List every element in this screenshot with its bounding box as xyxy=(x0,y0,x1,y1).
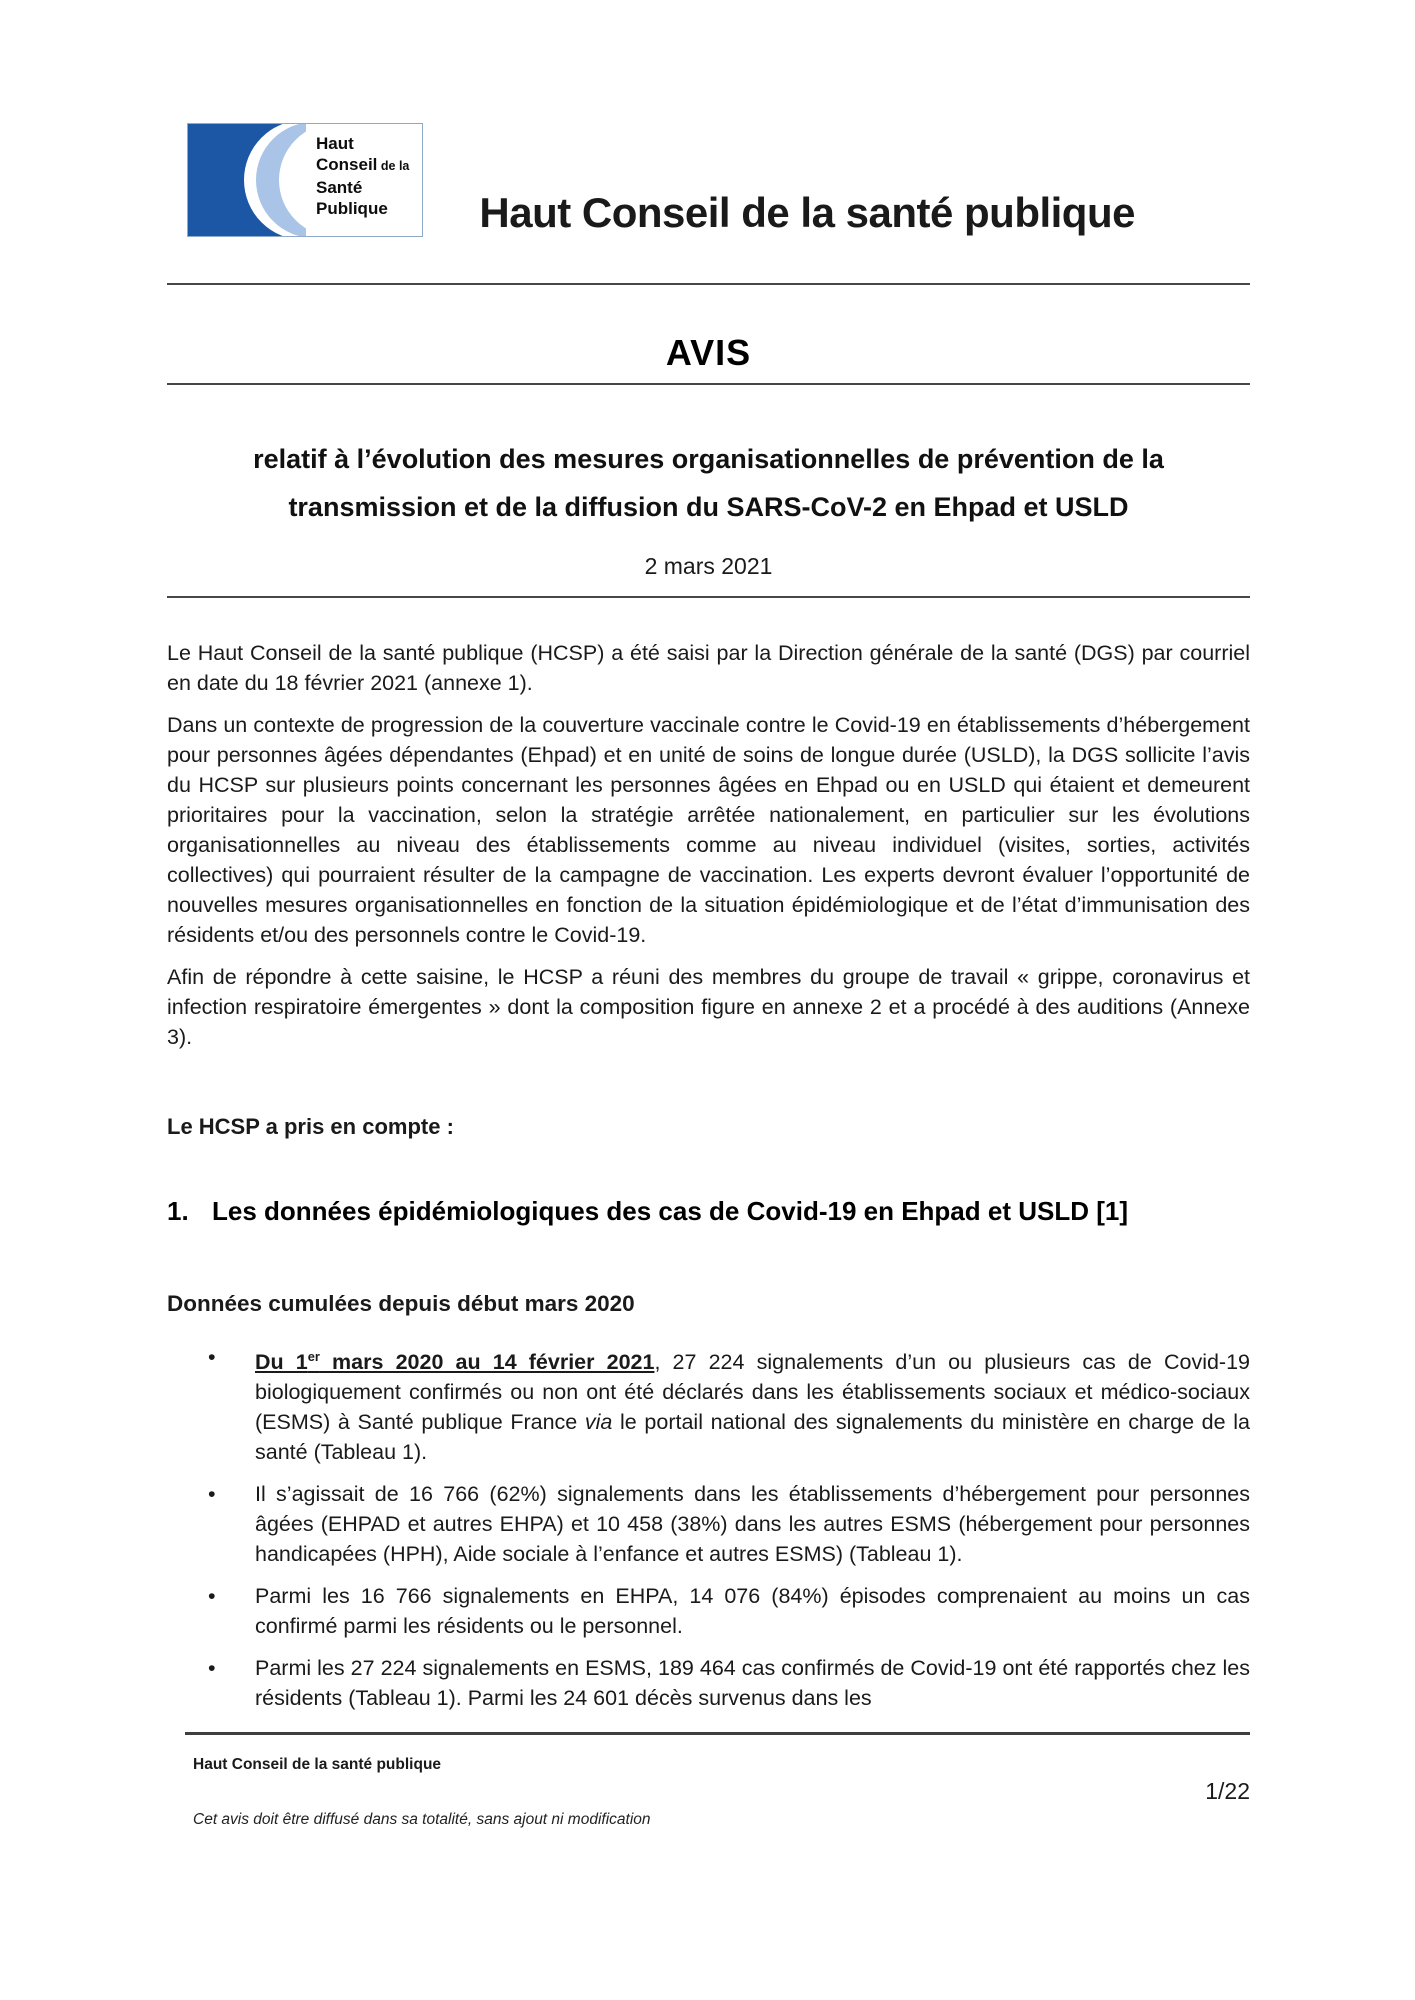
logo-line-publique: Publique xyxy=(316,199,388,218)
header-divider xyxy=(167,283,1250,285)
section-1-heading xyxy=(167,1196,1250,1227)
subject-title-line-1: relatif à l’évolution des mesures organisationnelles de prévention de la xyxy=(253,444,1164,474)
document-footer xyxy=(167,1732,1250,1829)
bullet-marker-icon: • xyxy=(208,1482,216,1507)
hcsp-logo xyxy=(187,123,423,237)
bullet-marker-icon: • xyxy=(208,1584,216,1609)
footer-divider xyxy=(185,1732,1250,1735)
paragraph-contexte: Dans un contexte de progression de la couverture vaccinale contre le Covid-19 en établissements d’hébergement pour personnes âgées dépendantes (Ehpad) et en unité de soins de longue durée (USLD), la DGS sollicite l’avis du HCSP sur plusieurs points concernant les personnes âgées en Ehpad ou en USLD qui étaient et demeurent prioritaires pour la vaccination, selon la stratégie arrêtée nationalement, en particulier sur les évolutions organisationnelles au niveau des établissements comme au niveau individuel (visites, sorties, activités collectives) qui pourraient résulter de la campagne de vaccination. Les experts devront évaluer l’opportunité de nouvelles mesures organisationnelles en fonction de la situation épidémiologique et de l’état d’immunisation des résidents et/ou des personnels contre le Covid-19. xyxy=(167,713,1250,947)
section-1-subheading: Données cumulées depuis début mars 2020 xyxy=(167,1291,635,1316)
page-number: 1/22 xyxy=(1205,1778,1250,1805)
bullet-list xyxy=(167,1342,1250,1713)
pris-en-compte-heading: Le HCSP a pris en compte : xyxy=(167,1114,454,1139)
bullet-1-lead: Du 1er mars 2020 au 14 février 2021 xyxy=(255,1349,655,1375)
date-divider xyxy=(167,596,1250,598)
logo-line-conseil: Conseil de la xyxy=(316,155,410,174)
bullet-item-cas-confirmes xyxy=(167,1653,1250,1713)
avis-divider xyxy=(167,383,1250,385)
subject-title-line-2: transmission et de la diffusion du SARS-CoV-2 en Ehpad et USLD xyxy=(288,492,1129,522)
bullet-item-repartition xyxy=(167,1479,1250,1569)
logo-line-sante: Santé xyxy=(316,178,363,197)
bullet-text: Parmi les 27 224 signalements en ESMS, 189 464 cas confirmés de Covid-19 ont été rapportés chez les résidents (Tableau 1). Parmi les 24 601 décès survenus dans les xyxy=(255,1656,1250,1711)
bullet-text: Il s’agissait de 16 766 (62%) signalements dans les établissements d’hébergement pour personnes âgées (EHPAD et autres EHPA) et 10 458 (38%) dans les autres ESMS (hébergement pour personnes handicapées (HPH), Aide sociale à l’enfance et autres ESMS) (Tableau 1). xyxy=(255,1482,1250,1567)
page-title: Haut Conseil de la santé publique xyxy=(479,189,1135,236)
bullet-marker-icon: • xyxy=(208,1345,216,1369)
section-1-title: Les données épidémiologiques des cas de Covid-19 en Ehpad et USLD [1] xyxy=(212,1196,1128,1226)
footer-note: Cet avis doit être diffusé dans sa totalité, sans ajout ni modification xyxy=(193,1811,651,1829)
bullet-item-signalements xyxy=(167,1342,1250,1467)
document-date: 2 mars 2021 xyxy=(644,553,773,579)
subject-title xyxy=(167,435,1250,531)
via-italic: via xyxy=(584,1410,613,1435)
paragraph-saisine: Le Haut Conseil de la santé publique (HCSP) a été saisi par la Direction générale de la santé (DGS) par courriel en date du 18 février 2021 (annexe 1). xyxy=(167,641,1250,695)
bullet-marker-icon: • xyxy=(208,1656,216,1681)
ordinal-superscript: er xyxy=(307,1349,320,1364)
paragraph-reponse: Afin de répondre à cette saisine, le HCSP a réuni des membres du groupe de travail « grippe, coronavirus et infection respiratoire émergentes » dont la composition figure en annexe 2 et a procédé à des auditions (Annexe 3). xyxy=(167,965,1250,1049)
avis-heading: AVIS xyxy=(665,332,752,373)
bullet-text: Du 1er mars 2020 au 14 février 2021, 27 224 signalements d’un ou plusieurs cas de Covid-19 biologiquement confirmés ou non ont été déclarés dans les établissements sociaux et médico-sociaux (ESMS) à Santé publique France via le portail national des signalements du ministère en charge de la santé (Tableau 1). xyxy=(255,1349,1251,1465)
document-header xyxy=(167,123,1250,237)
logo-line-haut: Haut xyxy=(316,134,354,153)
bullet-text: Parmi les 16 766 signalements en EHPA, 14 076 (84%) épisodes comprenaient au moins un cas confirmé parmi les résidents ou le personnel. xyxy=(255,1584,1250,1639)
footer-org: Haut Conseil de la santé publique xyxy=(193,1756,442,1774)
section-1-number: 1. xyxy=(167,1196,189,1226)
hcsp-crescent-icon xyxy=(188,124,306,236)
bullet-item-episodes xyxy=(167,1581,1250,1641)
hcsp-logo-text xyxy=(306,124,422,236)
